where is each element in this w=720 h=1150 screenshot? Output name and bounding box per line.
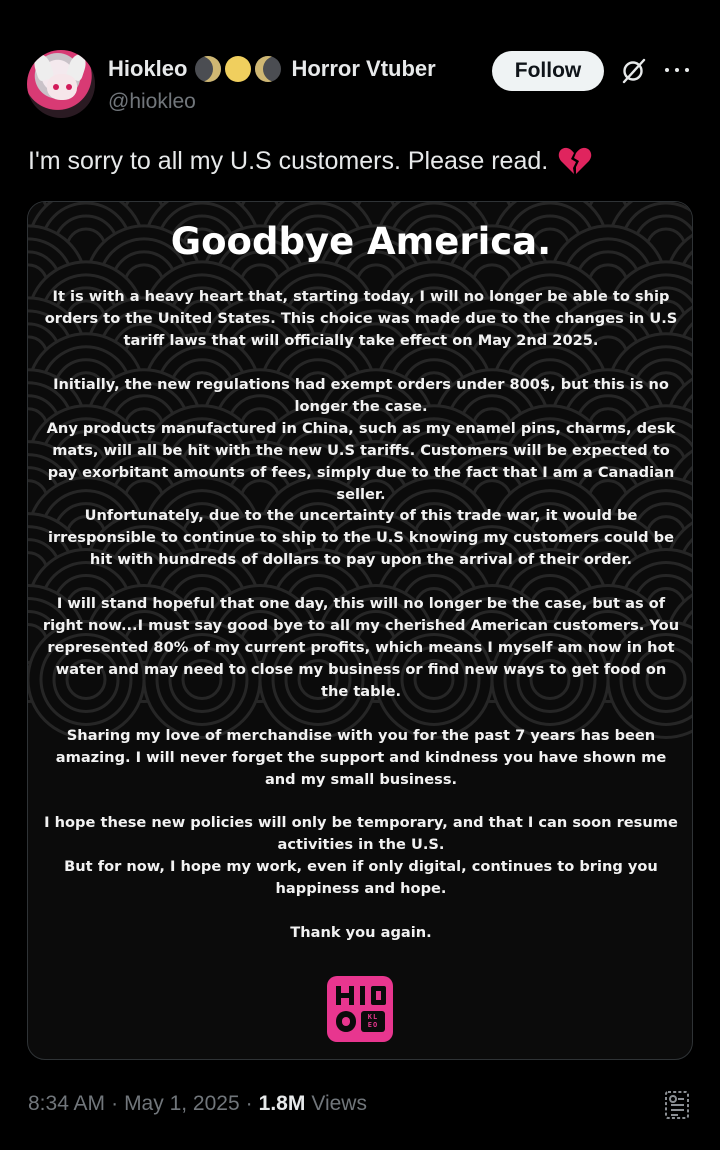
broken-heart-icon [558, 145, 592, 177]
post-stats-icon[interactable] [664, 1090, 690, 1120]
hiokleo-logo: KL EO [327, 976, 393, 1042]
tweet-header [0, 0, 720, 130]
announcement-paragraph: Unfortunately, due to the uncertainty of this trade war, it would be irresponsible to continue to ship to the U.S knowing my customers could be hit with hundreds of dollars to pay upon the arrival of their order. [47, 507, 674, 568]
announcement-paragraph: It is with a heavy heart that, starting today, I will no longer be able to ship orders to the United States. This choice was made due to the changes in U.S tariff laws that will officially take effect on May 2nd 2025. [44, 288, 678, 349]
announcement-paragraph: I will stand hopeful that one day, this will no longer be the case, but as of right now...I must say good bye to all my cherished American customers. You represented 80% of my current profits, which means I myself am now in hot water and may need to close my business or find new ways to get food on the table. [42, 595, 680, 700]
announcement-paragraph: I hope these new policies will only be temporary, and that I can soon resume activities in the U.S. But for now, I hope my work, even if only digital, continues to bring you happiness and hope. [44, 814, 678, 897]
waning-moon-icon [195, 56, 221, 82]
full-moon-icon [225, 56, 251, 82]
announcement-content [28, 202, 693, 1060]
author-handle[interactable]: @hiokleo [108, 90, 196, 113]
announcement-paragraph: Initially, the new regulations had exempt orders under 800$, but this is no longer the case. Any products manufactured in China, such as my enamel pins, charms, desk mats, will all be hit with the new U.S tariffs. Customers will be expected to pay exorbitant amounts of fees, simply due to the fact that I am a Canadian seller. [46, 376, 676, 503]
avatar[interactable] [27, 50, 95, 118]
tweet-text: I'm sorry to all my U.S customers. Please read. [28, 146, 549, 175]
views-count: 1.8M [258, 1092, 306, 1115]
announcement-paragraph: Sharing my love of merchandise with you for the past 7 years has been amazing. I will never forget the support and kindness you have shown me and my small business. [55, 727, 667, 788]
announcement-title: Goodbye America. [170, 220, 552, 263]
tweet-time[interactable]: 8:34 AM [28, 1092, 106, 1115]
author-display-name[interactable]: Hiokleo [108, 56, 188, 81]
follow-button[interactable]: Follow [492, 51, 604, 91]
meta-separator: · [245, 1092, 253, 1115]
meta-separator: · [111, 1092, 119, 1115]
grok-icon[interactable] [619, 57, 647, 85]
waxing-moon-icon [255, 56, 281, 82]
author-name-row[interactable] [108, 55, 436, 83]
tweet-meta [28, 1092, 367, 1116]
announcement-signoff: Thank you again. [290, 924, 432, 941]
more-options-icon[interactable] [665, 58, 689, 82]
tweet-date[interactable]: May 1, 2025 [124, 1092, 240, 1115]
views-label: Views [311, 1092, 367, 1115]
announcement-image[interactable] [27, 201, 693, 1060]
author-name-suffix: Horror Vtuber [291, 56, 436, 81]
tweet-text-row [28, 145, 592, 177]
